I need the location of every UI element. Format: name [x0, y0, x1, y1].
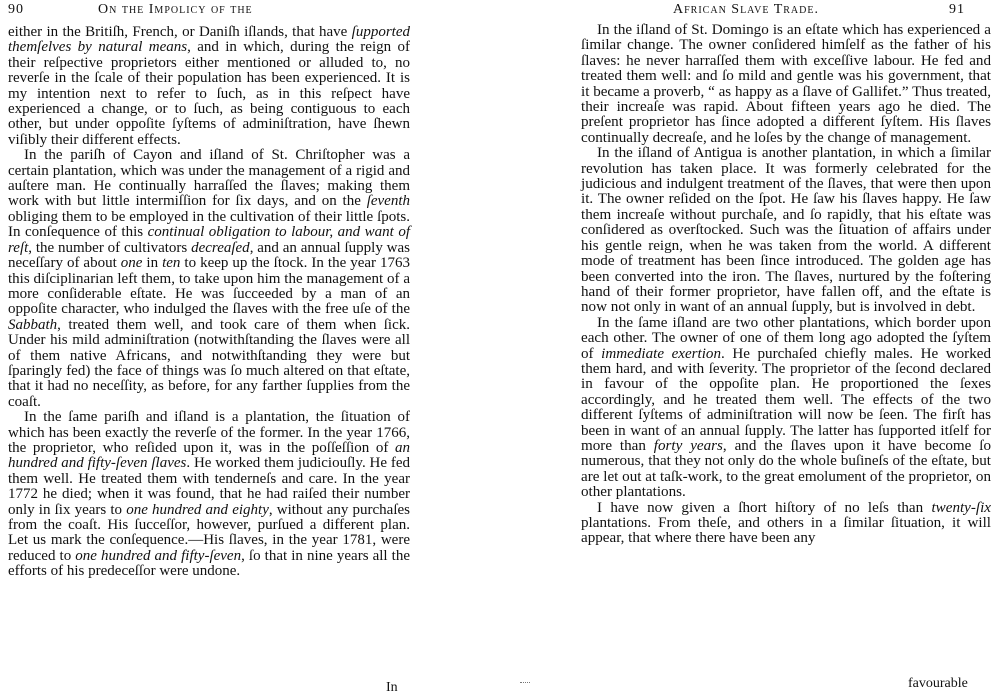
text-run: , treated them well, and took care of them when ſick. Under his mild adminiſtration (notwithſtanding the ſlaves were all of them native Africans, and notwithſtanding they were but ſparingly fed) the face of things was ſo much altered on that eſtate, that it had no neceſſity, as before, for any farther ſupplies from the coaſt. — [8, 316, 410, 410]
paragraph — [8, 148, 410, 410]
text-run: , and an annual ſupply was neceſſary of about — [8, 239, 410, 272]
text-run: to keep up the ſtock. In the year 1763 this diſciplinarian left them, to take upon him the management of a more conſiderable eſtate. He was ſucceeded by a man of an oppoſite character, who indulged the ſlaves with the free uſe of the — [8, 255, 411, 318]
text-run: plantations. From theſe, and others in a ſimilar ſituation, it will appear, that where there have been any — [581, 515, 991, 547]
catchword: favourable — [908, 676, 968, 691]
text-run: , without any purchaſes from the coaſt. His ſucceſſor, however, purſued a different plan. Let us mark the conſequence.—His ſlaves, in the year 1781, were reduced to — [8, 501, 410, 564]
left-page — [0, 0, 415, 695]
catchword: In — [386, 680, 398, 695]
italic-text: one hundred and fifty-ſeven — [75, 547, 242, 564]
paragraph — [8, 25, 410, 148]
paragraph — [581, 23, 991, 146]
text-run: obliging them to be employed in the cultivation of their little ſpots. In conſequence of this — [8, 208, 410, 241]
running-head: On the Impolicy of the — [98, 2, 253, 17]
italic-text: forty years — [653, 437, 723, 454]
text-run: in — [142, 255, 163, 272]
text-run: either in the Britiſh, French, or Daniſh iſlands, that have — [8, 24, 352, 40]
text-run: , and the ſlaves upon it have become ſo numerous, that they not only do the whole buſineſs of the eſtate, but are let out at taſk-work, to the great emolument of the proprietor, on other plantations. — [581, 437, 992, 501]
italic-text: immediate exertion — [601, 345, 722, 362]
text-run: In the pariſh of Cayon and iſland of St. Chriſtopher was a certain plantation, which was under the management of a rigid and auſtere man. He continually harraſſed the ſlaves; making them work with but little intermiſſion for ſix days, and on the — [8, 147, 410, 210]
text-run: , and in which, during the reign of their reſpective proprietors either mentioned or alluded to, no reverſe in the ſcale of their population has been experienced. It is my intention next to refer to ſuch, as in this reſpect have experienced a change, or to ſuch, as being contiguous to each other, but under oppoſite ſyſtems of adminiſtration, have ſhewn viſibly their different effects. — [8, 39, 410, 148]
text-run: In the iſland of Antigua is another plantation, in which a ſimilar revolution has taken place. It was formerly celebrated for the judicious and indulgent treatment of the ſlaves, that were then upon it. The owner reſided on the ſpot. He ſaw his ſlaves happy. He ſaw them increaſe without purchaſe, and ſo rapidly, that his eſtate was conſidered as overſtocked. Such was the ſituation of affairs under his gentle reign, when he was taken from the world. A different mode of treatment has been ſince introduced. The golden age has been converted into the iron. The ſlaves, nurtured by the foſtering hand of their former proprietor, have fallen off, and the eſtate is now not only in want of an annual ſupply, but is involved in debt. — [581, 145, 991, 316]
italic-text: decreaſed — [191, 239, 250, 256]
paragraph — [8, 410, 410, 579]
italic-text: an hundred and fifty-ſeven ſlaves — [8, 439, 410, 472]
text-run: . He worked them judiciouſly. He fed them well. He treated them with tenderneſs and care. In the year 1772 he died; when it was found, that he had raiſed their number only in ſix years to — [8, 455, 411, 518]
text-run: In the iſland of St. Domingo is an eſtate which has experienced a ſimilar change. The owner conſidered himſelf as the father of his ſlaves: he never harraſſed them with exceſſive labour. He fed and treated them well: and ſo mild and gentle was his government, that it became a proverb, “ as happy as a ſlave of Gallifet.” Thus treated, their increaſe was rapid. About fifteen years ago he died. The preſent proprietor has ſince adopted a different ſyſtem. His ſlaves continually decreaſe, and he loſes by the change of management. — [581, 22, 991, 146]
italic-text: one — [120, 255, 143, 272]
italic-text: ſeventh — [366, 193, 410, 210]
paragraph — [581, 316, 991, 501]
page-body — [8, 25, 410, 580]
italic-text: one hundred and eighty — [126, 501, 269, 518]
text-run: In the ſame iſland are two other plantations, which border upon each other. The owner of one of them long ago adopted the ſyſtem of — [581, 314, 991, 362]
text-run: I have now given a ſhort hiſtory of no leſs than — [597, 499, 932, 516]
paragraph — [581, 501, 991, 547]
italic-text: ſupported themſelves by natural means — [8, 24, 410, 56]
text-run: . He purchaſed chiefly males. He worked them hard, and with ſeverity. The proprietor of the ſecond declared in favour of the oppoſite plan. He proportioned the ſexes accordingly, and he treated them well. The effects of the two different ſyſtems of adminiſtration will now be ſeen. The firſt has been in want of an annual ſupply. The latter has ſupported itſelf for more than — [581, 345, 991, 454]
gutter-mark — [520, 682, 530, 686]
page-number: 91 — [949, 2, 965, 17]
italic-text: continual obligation to labour, and want of reſt — [8, 224, 410, 256]
italic-text: ten — [162, 255, 181, 272]
page-body — [581, 23, 991, 547]
text-run: , ſo that in nine years all the efforts of his predeceſſor were undone. — [8, 547, 411, 580]
page-number: 90 — [8, 2, 24, 17]
paragraph — [581, 146, 991, 315]
italic-text: twenty-ſix — [931, 499, 991, 516]
text-run: , the number of cultivators — [28, 239, 192, 256]
italic-text: Sabbath — [8, 316, 58, 333]
text-run: In the ſame pariſh and iſland is a plantation, the ſituation of which has been exactly the reverſe of the former. In the year 1766, the proprietor, who reſided upon it, was in the poſſeſſion of — [8, 409, 410, 456]
right-page — [578, 0, 1000, 695]
running-head: African Slave Trade. — [673, 2, 819, 17]
